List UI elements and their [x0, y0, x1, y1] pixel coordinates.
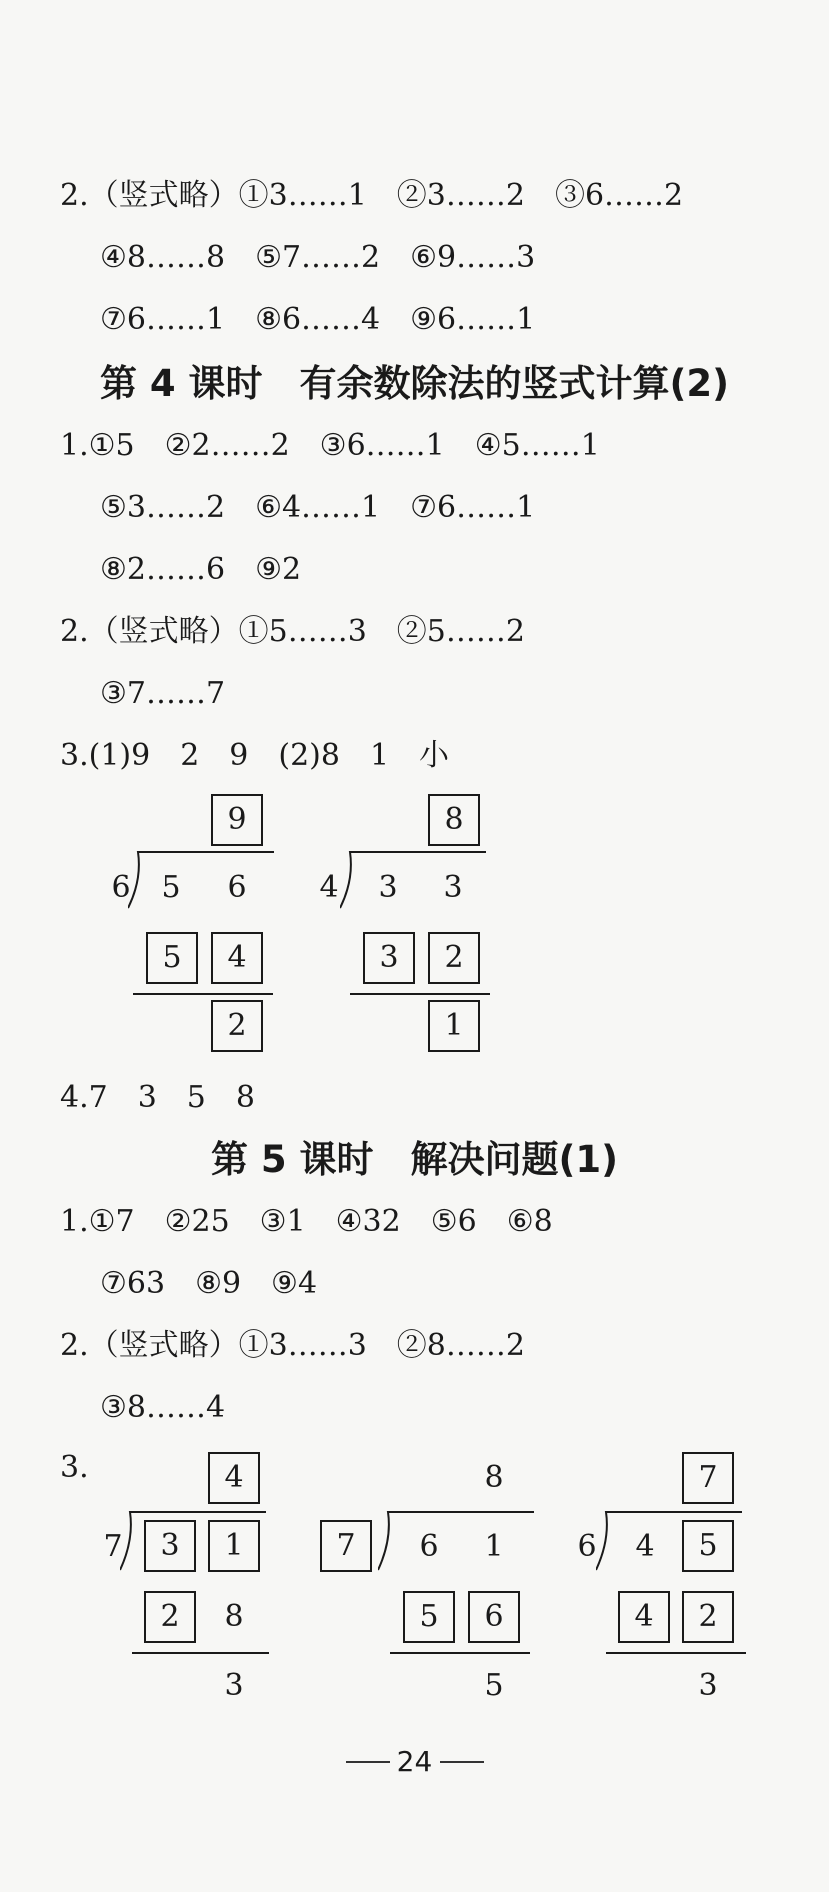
quotient-box: 4	[208, 1452, 260, 1504]
remainder: 5	[484, 1668, 504, 1703]
divisor-box: 7	[320, 1520, 372, 1572]
subtraction-line	[350, 993, 490, 995]
l4-q2-line1: 2.（竖式略）①5……3 ②5……2	[60, 614, 525, 649]
product-box-1: 3	[363, 932, 415, 984]
dividend-digit-2: 6	[227, 870, 247, 905]
quotient-box: 7	[682, 1452, 734, 1504]
dividend-box-2: 5	[682, 1520, 734, 1572]
dividend-digit-1: 4	[635, 1529, 655, 1564]
lesson5-title: 第 5 课时 解决问题(1)	[210, 1138, 619, 1181]
subtraction-line	[606, 1652, 746, 1654]
subtraction-line	[133, 993, 273, 995]
l4-q4-line: 4.7 3 5 8	[60, 1080, 255, 1115]
l3-q2-line2: ④8……8 ⑤7……2 ⑥9……3	[100, 240, 536, 275]
dividend-digit-2: 1	[484, 1529, 504, 1564]
product-box-2: 4	[211, 932, 263, 984]
dividend-digit-1: 6	[419, 1529, 439, 1564]
divisor: 7	[103, 1529, 123, 1564]
l4-q3-line: 3.(1)9 2 9 (2)8 1 小	[60, 738, 450, 773]
remainder: 3	[698, 1668, 718, 1703]
l4-q2-line2: ③7……7	[100, 676, 226, 711]
product-box-1: 4	[618, 1591, 670, 1643]
product-box-1: 5	[403, 1591, 455, 1643]
l4-q1-line1: 1.①5 ②2……2 ③6……1 ④5……1	[60, 428, 600, 463]
l5-q1-line2: ⑦63 ⑧9 ⑨4	[100, 1266, 318, 1301]
l5-q3-label: 3.	[60, 1450, 89, 1485]
subtraction-line	[390, 1652, 530, 1654]
page-number: 24	[396, 1745, 433, 1778]
l3-q2-line1: 2.（竖式略）①3……1 ②3……2 ③6……2	[60, 178, 684, 213]
divisor: 4	[319, 870, 339, 905]
l5-q2-line1: 2.（竖式略）①3……3 ②8……2	[60, 1328, 525, 1363]
dividend-box-2: 1	[208, 1520, 260, 1572]
dividend-digit-2: 3	[443, 870, 463, 905]
product-box-2: 2	[682, 1591, 734, 1643]
l3-q2-line3: ⑦6……1 ⑧6……4 ⑨6……1	[100, 302, 536, 337]
product-digit-2: 8	[224, 1599, 244, 1634]
dividend-digit-1: 5	[161, 870, 181, 905]
remainder: 3	[224, 1668, 244, 1703]
remainder-box: 2	[211, 1000, 263, 1052]
divisor: 6	[111, 870, 131, 905]
dividend-box-1: 3	[144, 1520, 196, 1572]
l4-q1-line2: ⑤3……2 ⑥4……1 ⑦6……1	[100, 490, 536, 525]
quotient: 8	[484, 1460, 504, 1495]
product-box-1: 2	[144, 1591, 196, 1643]
divisor: 6	[577, 1529, 597, 1564]
product-box-1: 5	[146, 932, 198, 984]
page-number-dash-right	[440, 1761, 484, 1763]
dividend-digit-1: 3	[378, 870, 398, 905]
lesson4-title: 第 4 课时 有余数除法的竖式计算(2)	[99, 362, 730, 405]
product-box-2: 2	[428, 932, 480, 984]
l5-q2-line2: ③8……4	[100, 1390, 226, 1425]
remainder-box: 1	[428, 1000, 480, 1052]
product-box-2: 6	[468, 1591, 520, 1643]
l4-q1-line3: ⑧2……6 ⑨2	[100, 552, 302, 587]
quotient-box: 8	[428, 794, 480, 846]
l5-q1-line1: 1.①7 ②25 ③1 ④32 ⑤6 ⑥8	[60, 1204, 553, 1239]
quotient-box: 9	[211, 794, 263, 846]
subtraction-line	[132, 1652, 269, 1654]
